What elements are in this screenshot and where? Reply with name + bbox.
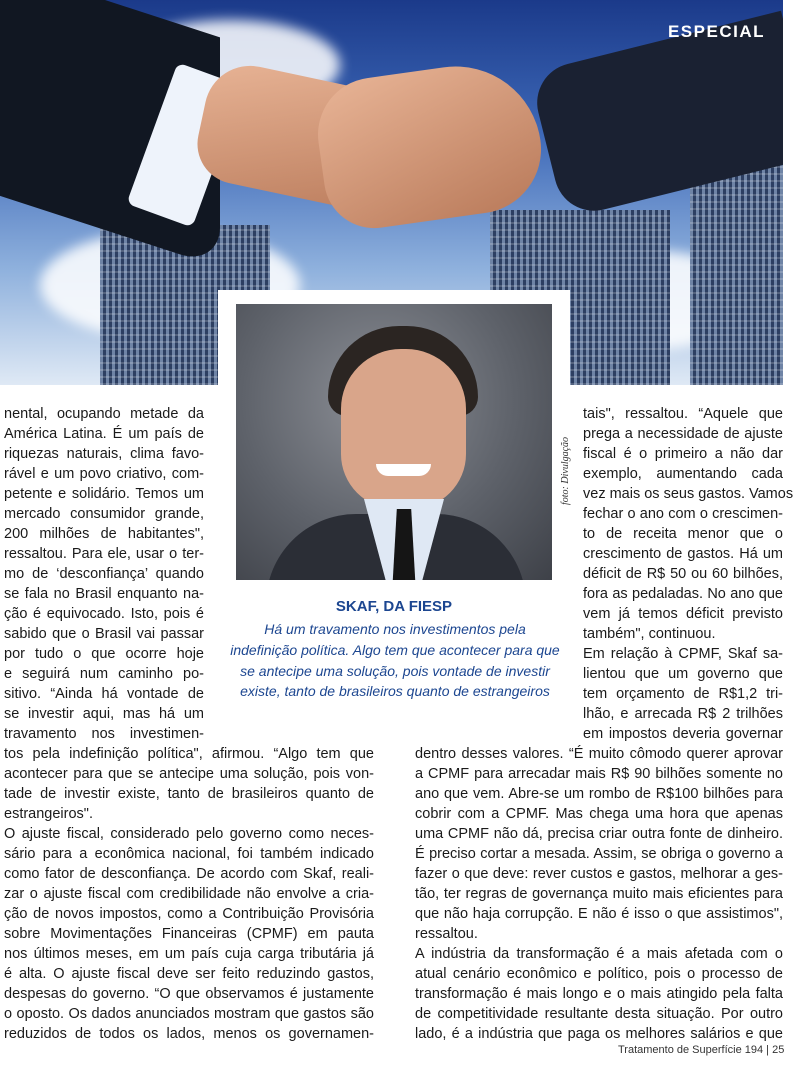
body-line: ção é equivocado. Isto, pois é bbox=[4, 606, 204, 622]
body-line: e seguirá num caminho po- bbox=[4, 666, 204, 682]
body-line: tos pela indefinição política", afirmou. “Algo tem que bbox=[4, 746, 374, 762]
caption-text: Há um travamento nos investimentos pela indefinição política. Algo tem que acontecer para que se antecipe uma solução, pois vontade de investir existe, tanto de brasileiros quanto de estrangeiros bbox=[230, 621, 560, 700]
body-line: é alta. O ajuste fiscal deve ser feito reduzindo gastos, bbox=[4, 966, 374, 982]
body-line: ção de novos impostos, como a Contribuição Provisória bbox=[4, 906, 374, 922]
body-line: por tudo o que ocorre hoje bbox=[4, 646, 204, 662]
body-line: a CPMF para arrecadar mais R$ 90 bilhões somente no bbox=[415, 766, 783, 782]
body-line: nos últimos meses, em um país cuja carga tributária já bbox=[4, 946, 374, 962]
section-label: ESPECIAL bbox=[667, 22, 765, 41]
body-line: transformação é mais longo e o mais atingido pela falta bbox=[415, 986, 783, 1002]
photo-credit: foto: Divulgação bbox=[560, 436, 571, 505]
body-line: também", continuou. bbox=[583, 626, 716, 642]
body-line: estrangeiros". bbox=[4, 806, 93, 822]
body-line: zar o ajuste fiscal com credibilidade não envolve a cria- bbox=[4, 886, 374, 902]
body-line: em impostos deveria governar bbox=[583, 726, 783, 742]
body-line: tão, ter regras de governança muito mais eficientes para bbox=[415, 886, 783, 902]
caption-title: SKAF, DA FIESP bbox=[335, 598, 453, 615]
body-line: lhão, e arrecada R$ 2 trilhões bbox=[583, 706, 783, 722]
body-line: sabido que o Brasil vai passar bbox=[4, 626, 204, 642]
body-line: de competitividade resultante desta situação. Por outro bbox=[415, 1006, 783, 1022]
body-line: mercado consumidor grande, bbox=[4, 506, 204, 522]
body-line: tade de investir existe, tanto de brasileiros quanto de bbox=[4, 786, 374, 802]
body-line: tem orçamento de R$1,2 tri- bbox=[583, 686, 783, 702]
body-line: uma CPMF não dá, precisa criar outra fonte de dinheiro. bbox=[415, 826, 783, 842]
body-line: sobre Movimentações Financeiras (CPMF) em pauta bbox=[4, 926, 374, 942]
body-line: crescimento de gastos. Há um bbox=[583, 546, 783, 562]
body-line: despesas do governo. “O que observamos é justamente bbox=[4, 986, 374, 1002]
body-line: vem já temos déficit previsto bbox=[583, 606, 783, 622]
body-line: sitivo. “Ainda há vontade de bbox=[4, 686, 204, 702]
body-line: Em relação à CPMF, Skaf sa- bbox=[583, 646, 783, 662]
body-line: fechar o ano com o crescimen- bbox=[583, 506, 783, 522]
body-line: A indústria da transformação é a mais afetada com o bbox=[415, 946, 783, 962]
body-line: rável e um povo criativo, com- bbox=[4, 466, 204, 482]
body-line: lado, é a indústria que paga os melhores salários e que bbox=[415, 1026, 783, 1042]
body-line: déficit de R$ 50 ou 60 bilhões, bbox=[583, 566, 783, 582]
body-line: prega a necessidade de ajuste bbox=[583, 426, 783, 442]
body-line: que não haja corrupção. E não é isso o que assistimos", bbox=[415, 906, 783, 922]
body-line: 200 milhões de habitantes", bbox=[4, 526, 204, 542]
body-line: cobrir com a CPMF. Mas chega uma hora que apenas bbox=[415, 806, 783, 822]
body-line: fiscal é o primeiro a não dar bbox=[583, 446, 783, 462]
body-line: dentro desses valores. “É muito cômodo querer aprovar bbox=[415, 746, 783, 762]
body-line: reduzidos de todos os lados, menos os governamen- bbox=[4, 1026, 374, 1042]
body-line: ressaltou. Para ele, usar o ter- bbox=[4, 546, 204, 562]
page-footer: Tratamento de Superfície 194 | 25 bbox=[618, 1044, 785, 1056]
body-line: tais", ressaltou. “Aquele que bbox=[583, 406, 783, 422]
body-line: atual cenário econômico e político, pois o processo de bbox=[415, 966, 783, 982]
body-line: nental, ocupando metade da bbox=[4, 406, 204, 422]
body-line: lientou que um governo que bbox=[583, 666, 783, 682]
body-line: América Latina. É um país de bbox=[4, 426, 204, 442]
portrait-photo bbox=[236, 304, 552, 580]
body-line: travamento nos investimen- bbox=[4, 726, 204, 742]
body-line: acontecer para que se antecipe uma solução, pois von- bbox=[4, 766, 374, 782]
body-line: ano que vem. Abre-se um rombo de R$100 bilhões para bbox=[415, 786, 783, 802]
body-line: ressaltou. bbox=[415, 926, 478, 942]
body-line: vez mais os seus gastos. Vamos bbox=[583, 486, 794, 502]
body-line: sário para a econômica nacional, foi também indicado bbox=[4, 846, 374, 862]
body-line: to de receita menor que o bbox=[583, 526, 783, 542]
body-line: exemplo, aumentando cada bbox=[583, 466, 783, 482]
body-line: fora as pedaladas. No ano que bbox=[583, 586, 783, 602]
body-line: se investir aqui, mas há um bbox=[4, 706, 204, 722]
body-line: O ajuste fiscal, considerado pelo governo como neces- bbox=[4, 826, 374, 842]
body-line: É preciso cortar a mesada. Assim, se obriga o governo a bbox=[415, 846, 783, 862]
body-line: como fator de desconfiança. De acordo com Skaf, reali- bbox=[4, 866, 374, 882]
body-line: o oposto. Os dados anunciados mostram que gastos são bbox=[4, 1006, 374, 1022]
body-line: riquezas naturais, clima favo- bbox=[4, 446, 204, 462]
body-line: mo de ‘desconfiança’ quando bbox=[4, 566, 204, 582]
body-line: fazer o que deve: rever custos e gastos, melhorar a ges- bbox=[415, 866, 783, 882]
body-line: se fala no Brasil enquanto na- bbox=[4, 586, 204, 602]
body-line: petente e solidário. Temos um bbox=[4, 486, 204, 502]
